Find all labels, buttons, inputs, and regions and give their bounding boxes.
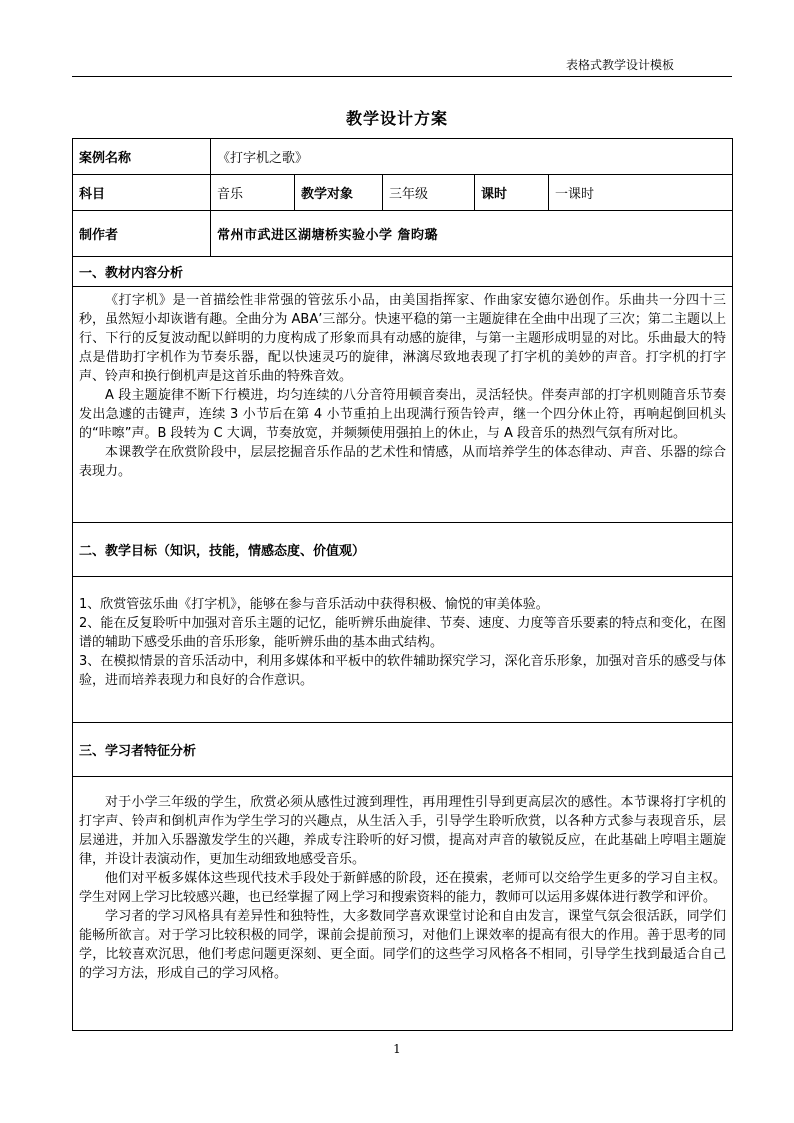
- paragraph: 对于小学三年级的学生，欣赏必须从感性过渡到理性，再用理性引导到更高层次的感性。本节课将打字机的打字声、铃声和倒机声作为学生学习的兴趣点，从生活入手，引导学生聆听欣赏，以各种方式参与表现音乐，层层递进，并加入乐器激发学生的兴趣，养成专注聆听的好习惯，提高对声音的敏锐反应，在此基础上哼唱主题旋律，并设计表演动作，更加生动细致地感受音乐。: [79, 795, 727, 867]
- paragraph: 本课教学在欣赏阶段中，层层挖掘音乐作品的艺术性和情感，从而培养学生的体态律动、声音、乐器的综合表现力。: [79, 445, 727, 479]
- document-title: 教学设计方案: [345, 109, 448, 128]
- paragraph: 他们对平板多媒体这些现代技术手段处于新鲜感的阶段，还在摸索，老师可以交给学生更多的学习自主权。学生对网上学习比较感兴趣，也已经掌握了网上学习和搜索资料的能力，教师可以运用多媒体进行教学和评价。: [79, 871, 727, 905]
- header-rule: [72, 76, 732, 77]
- section-title: 三、学习者特征分析: [73, 723, 733, 777]
- section-2-body: [73, 577, 733, 723]
- paragraph: 学习者的学习风格具有差异性和独特性，大多数同学喜欢课堂讨论和自由发言，课堂气氛会很活跃，同学们能畅所欲言。对于学习比较积极的同学，课前会提前预习，对他们上课效率的提高有很大的作用。善于思考的同学，比较喜欢沉思，他们考虑问题更深刻、更全面。同学们的这些学习风格各不相同，引导学生找到最适合自己的学习方法，形成自己的学习风格。: [79, 909, 727, 981]
- period-value: 一课时: [549, 175, 733, 211]
- case-name-value: 《打字机之歌》: [211, 139, 733, 175]
- section-content: [73, 577, 733, 723]
- section-content: [73, 287, 733, 523]
- section-1-body: [73, 287, 733, 523]
- author-value: 常州市武进区湖塘桥实验小学 詹昀璐: [211, 211, 733, 257]
- paragraph: 1、欣赏管弦乐曲《打字机》，能够在参与音乐活动中获得积极、愉悦的审美体验。: [79, 597, 549, 612]
- lesson-plan-table: [72, 138, 733, 1031]
- paragraph: A 段主题旋律不断下行模进，均匀连续的八分音符用顿音奏出，灵活轻快。伴奏声部的打字机则随音乐节奏发出急遽的击键声，连续 3 小节后在第 4 小节重拍上出现满行预告铃声，继一个四分休止符，再响起倒回机头的“咔嚓”声。B 段转为 C 大调，节奏放宽，并频频使用强拍上的休止，与 A 段音乐的热烈气氛有所对比。: [79, 388, 727, 441]
- period-label: 课时: [475, 175, 549, 211]
- section-title: 二、教学目标（知识，技能，情感态度、价值观）: [73, 523, 733, 577]
- subject-value: 音乐: [211, 175, 295, 211]
- paragraph: 3、在模拟情景的音乐活动中，利用多媒体和平板中的软件辅助探究学习，深化音乐形象，加强对音乐的感受与体验，进而培养表现力和良好的合作意识。: [79, 654, 727, 688]
- section-3-header: [73, 723, 733, 777]
- section-title: 一、教材内容分析: [73, 257, 733, 287]
- author-label: 制作者: [73, 211, 211, 257]
- row-subject: [73, 175, 733, 211]
- section-3-body: [73, 777, 733, 1031]
- template-name: 表格式教学设计模板: [565, 58, 674, 72]
- section-2-header: [73, 523, 733, 577]
- row-author: [73, 211, 733, 257]
- row-case-name: [73, 139, 733, 175]
- section-1-header: [73, 257, 733, 287]
- case-name-label: 案例名称: [73, 139, 211, 175]
- page-number: 1: [393, 1042, 401, 1056]
- target-value: 三年级: [383, 175, 475, 211]
- subject-label: 科目: [73, 175, 211, 211]
- paragraph: 《打字机》是一首描绘性非常强的管弦乐小品，由美国指挥家、作曲家安德尔逊创作。乐曲共一分四十三秒，虽然短小却诙谐有趣。全曲分为 ABA’三部分。快速平稳的第一主题旋律在全曲中出现了三次；第二主题以上行、下行的反复波动配以鲜明的力度构成了形象而具有动感的旋律，与第一主题形成明显的对比。乐曲最大的特点是借助打字机作为节奏乐器，配以快速灵巧的旋律，淋漓尽致地表现了打字机的美妙的声音。打字机的打字声、铃声和换行倒机声是这首乐曲的特殊音效。: [79, 293, 727, 384]
- paragraph: 2、能在反复聆听中加强对音乐主题的记忆，能听辨乐曲旋律、节奏、速度、力度等音乐要素的特点和变化，在图谱的辅助下感受乐曲的音乐形象，能听辨乐曲的基本曲式结构。: [79, 616, 727, 650]
- section-content: [73, 777, 733, 1031]
- target-label: 教学对象: [295, 175, 383, 211]
